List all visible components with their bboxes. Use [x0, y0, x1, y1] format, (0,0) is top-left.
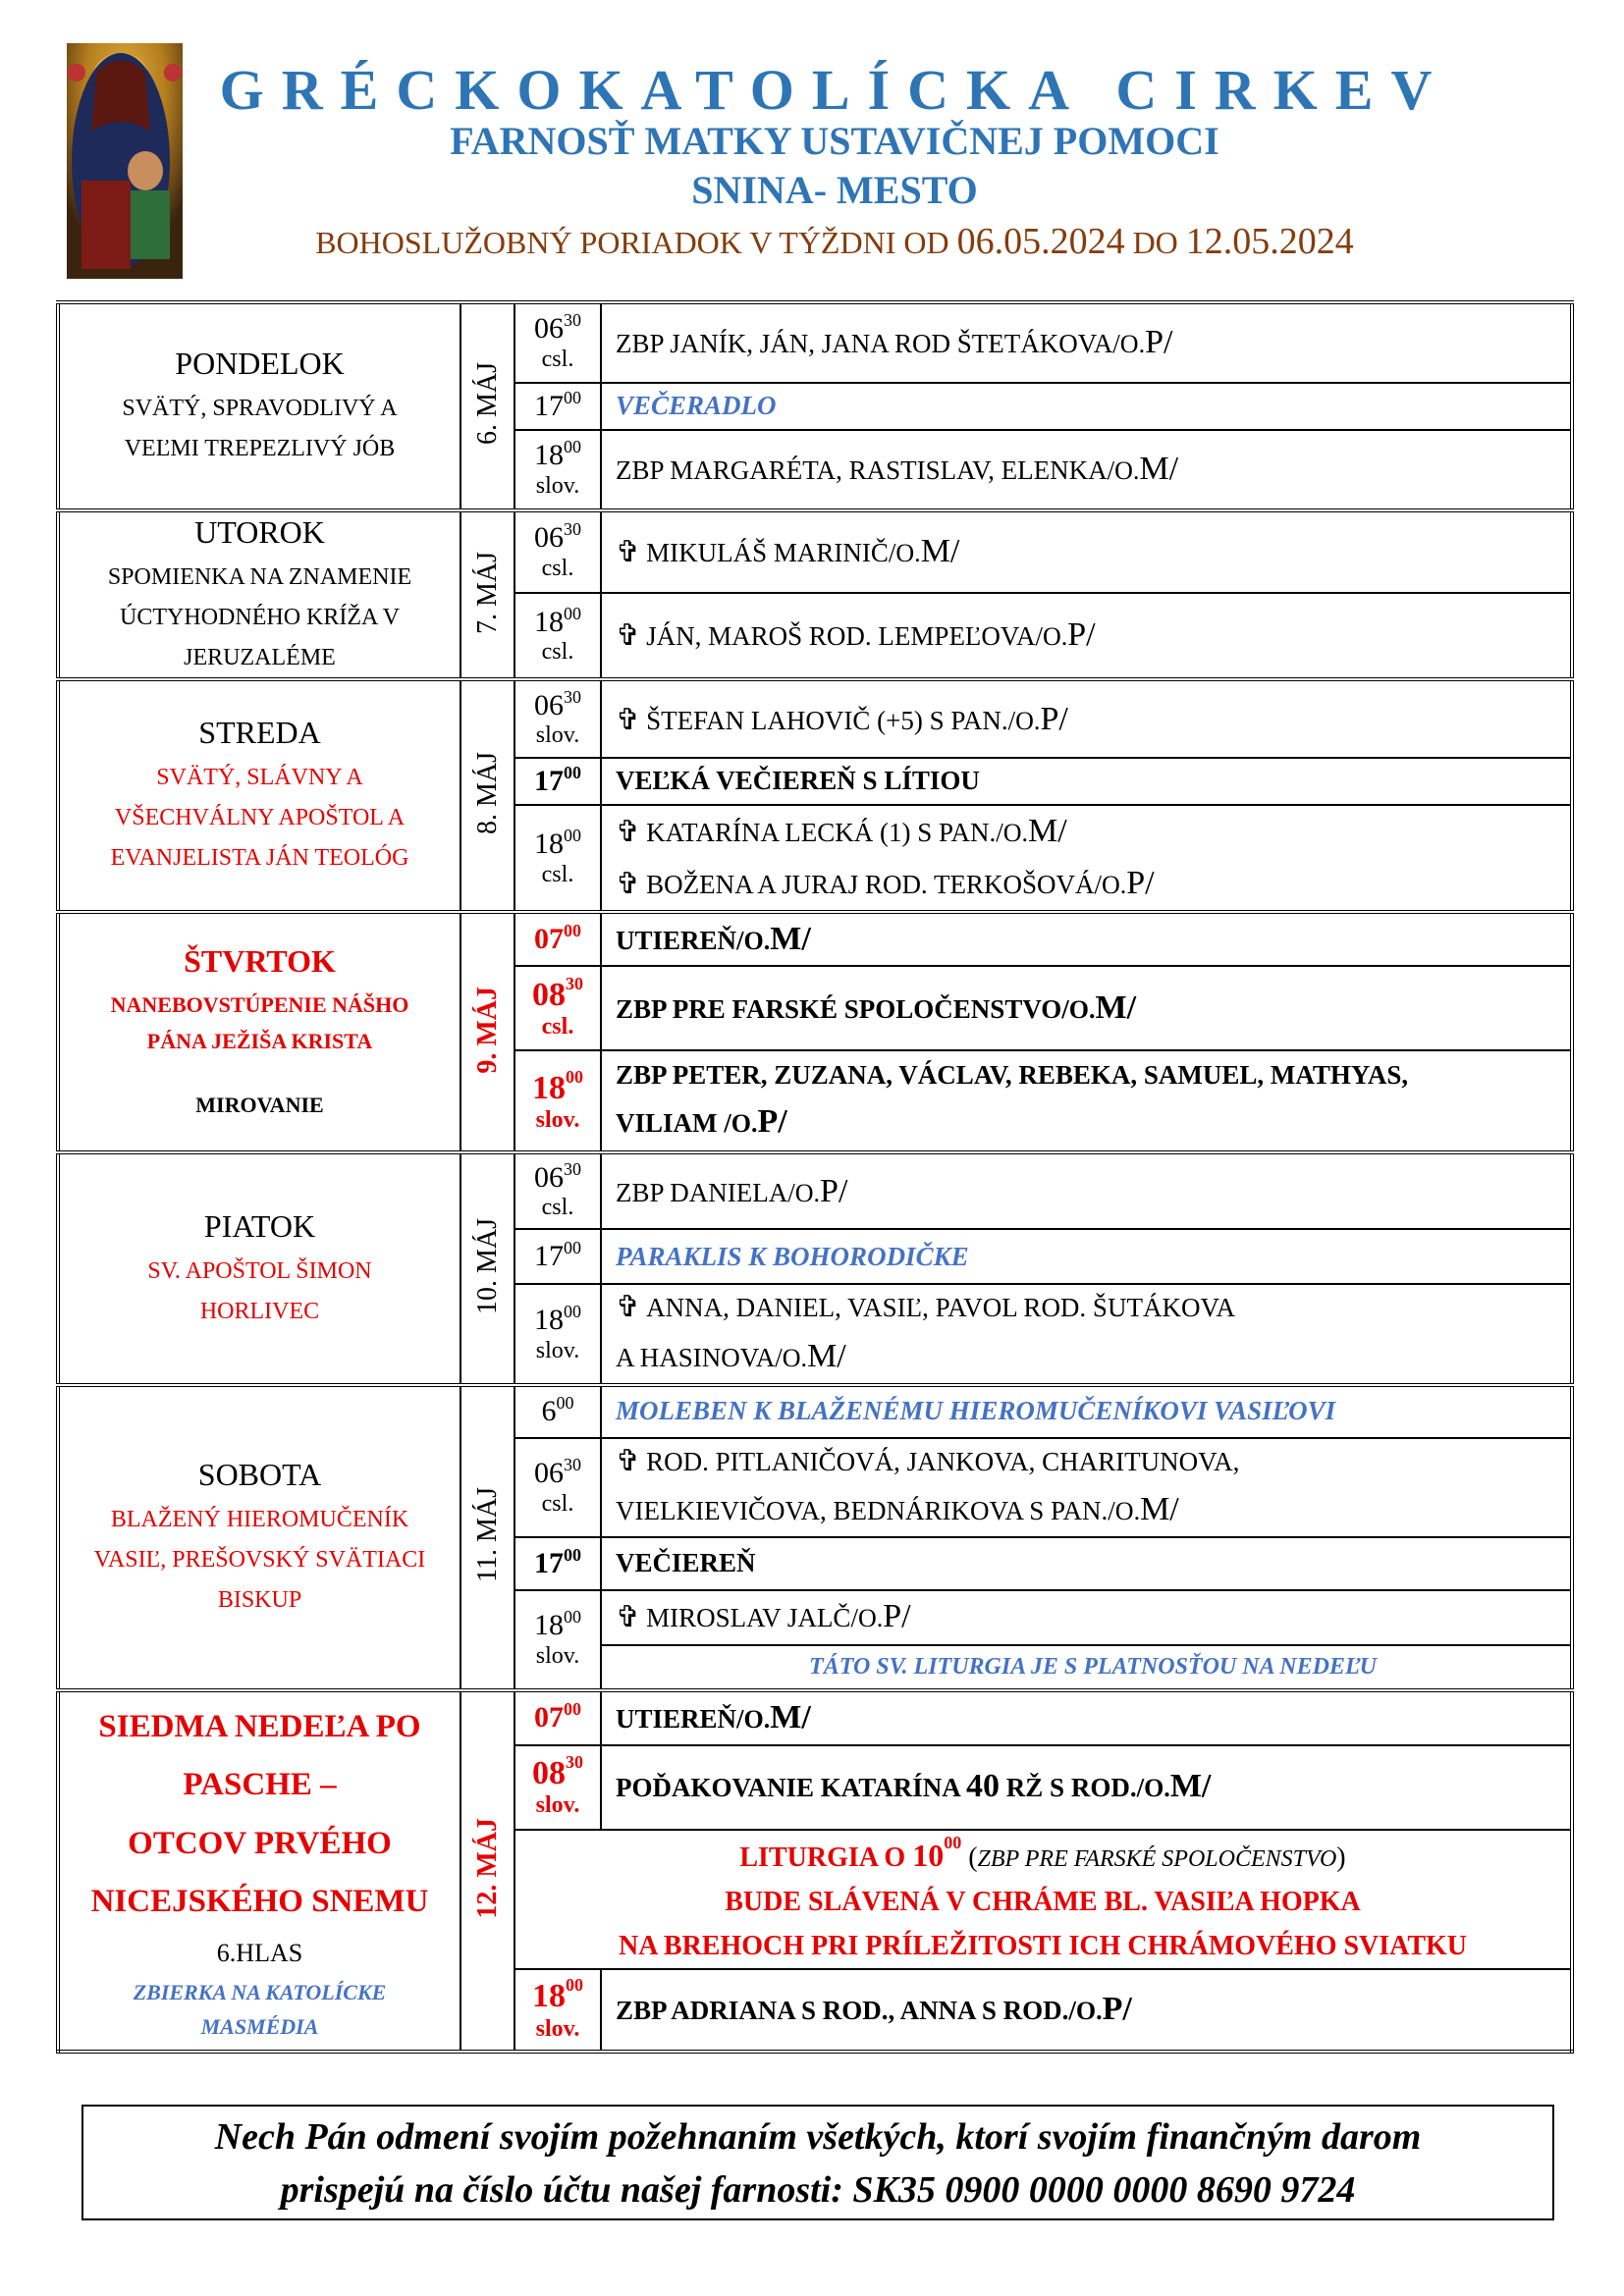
intention-cell: ✞ MIKULÁŠ MARINIČ/O.M/: [601, 510, 1572, 593]
schedule-table: [56, 300, 1574, 2054]
time-cell: $18^{00}$ slov.: [514, 1590, 601, 1690]
table-row: [58, 679, 1572, 758]
time-cell: $06^{30}$ csl.: [514, 510, 601, 593]
cross-icon: ✞: [616, 1444, 641, 1477]
intention-cell: PARAKLIS K BOHORODIČKE: [601, 1229, 1572, 1284]
date-cell: 11. MÁJ: [460, 1385, 514, 1690]
footer-line-2: prispejú na číslo účtu našej farnosti: SK35 0900 0000 0000 8690 9724: [280, 2169, 1356, 2211]
intention-cell: VEČIEREŇ: [601, 1537, 1572, 1590]
date-cell: 10. MÁJ: [460, 1152, 514, 1384]
day-cell-tuesday: UTOROK SPOMIENKA NA ZNAMENIE ÚCTYHODNÉHO KRÍŽA V JERUZALÉME: [58, 510, 460, 679]
intention-cell: ✞ MIROSLAV JALČ/O.P/: [601, 1590, 1572, 1645]
intention-cell: ZBP PRE FARSKÉ SPOLOČENSTVO/O.M/: [601, 966, 1572, 1050]
table-row: [58, 1152, 1572, 1229]
intention-cell: ✞ KATARÍNA LECKÁ (1) S PAN./O.M/ ✞ BOŽENA A JURAJ ROD. TERKOŠOVÁ/O.P/: [601, 805, 1572, 911]
cross-icon: ✞: [616, 868, 641, 901]
date-cell: 12. MÁJ: [460, 1690, 514, 2052]
table-row: [58, 510, 1572, 593]
cross-icon: ✞: [616, 619, 641, 653]
intention-cell: VEČERADLO: [601, 383, 1572, 430]
liturgy-note: TÁTO SV. LITURGIA JE S PLATNOSŤOU NA NEDEĽU: [601, 1645, 1572, 1690]
theotokos-icon: [67, 43, 183, 279]
time-cell: $17^{00}$: [514, 1537, 601, 1590]
intention-cell: UTIEREŇ/O.M/: [601, 1690, 1572, 1745]
intention-cell: ZBP DANIELA/O.P/: [601, 1152, 1572, 1229]
cross-icon: ✞: [616, 816, 641, 849]
time-cell: $06^{30}$ csl.: [514, 1438, 601, 1537]
time-cell: $18^{00}$ slov.: [514, 1969, 601, 2052]
time-cell: $18^{00}$ csl.: [514, 593, 601, 679]
intention-cell: ZBP PETER, ZUZANA, VÁCLAV, REBEKA, SAMUEL, MATHYAS, VILIAM /O.P/: [601, 1050, 1572, 1152]
intention-cell: ZBP JANÍK, JÁN, JANA ROD ŠTETÁKOVA/O.P/: [601, 302, 1572, 383]
date-to: 12.05.2024: [1185, 221, 1354, 262]
time-cell: $18^{00}$ slov.: [514, 430, 601, 510]
schedule-subtitle: BOHOSLUŽOBNÝ PORIADOK V TÝŽDNI OD 06.05.2024 DO 12.05.2024: [315, 221, 1354, 262]
time-cell: $08^{30}$ slov.: [514, 1745, 601, 1830]
time-cell: $6^{00}$: [514, 1385, 601, 1438]
time-cell: $17^{00}$: [514, 1229, 601, 1284]
time-cell: $07^{00}$: [514, 1690, 601, 1745]
date-cell: 8. MÁJ: [460, 679, 514, 911]
town-title: SNINA- MESTO: [691, 168, 978, 212]
time-cell: $18^{00}$ csl.: [514, 805, 601, 911]
time-cell: $06^{30}$ csl.: [514, 302, 601, 383]
intention-cell: ✞ ŠTEFAN LAHOVIČ (+5) S PAN./O.P/: [601, 679, 1572, 758]
table-row: [58, 1385, 1572, 1438]
date-cell: 6. MÁJ: [460, 302, 514, 510]
intention-cell: ✞ JÁN, MAROŠ ROD. LEMPEĽOVA/O.P/: [601, 593, 1572, 679]
time-cell: $06^{30}$ slov.: [514, 679, 601, 758]
day-cell-wednesday: STREDA SVÄTÝ, SLÁVNY A VŠECHVÁLNY APOŠTOL A EVANJELISTA JÁN TEOLÓG: [58, 679, 460, 911]
time-cell: $17^{00}$: [514, 383, 601, 430]
donation-footer: [81, 2105, 1554, 2220]
cross-icon: ✞: [616, 1601, 641, 1634]
table-row: [58, 912, 1572, 967]
intention-cell: ZBP ADRIANA S ROD., ANNA S ROD./O.P/: [601, 1969, 1572, 2052]
church-title: GRÉCKOKATOLÍCKA CIRKEV: [219, 58, 1450, 122]
day-cell-saturday: SOBOTA BLAŽENÝ HIEROMUČENÍK VASIĽ, PREŠOVSKÝ SVÄTIACI BISKUP: [58, 1385, 460, 1690]
intention-cell: ZBP MARGARÉTA, RASTISLAV, ELENKA/O.M/: [601, 430, 1572, 510]
cross-icon: ✞: [616, 1291, 641, 1324]
day-cell-monday: PONDELOK SVÄTÝ, SPRAVODLIVÝ A VEĽMI TREPEZLIVÝ JÓB: [58, 302, 460, 510]
table-row: [58, 302, 1572, 383]
intention-cell: UTIEREŇ/O.M/: [601, 912, 1572, 967]
intention-cell: ✞ ANNA, DANIEL, VASIĽ, PAVOL ROD. ŠUTÁKOVA A HASINOVA/O.M/: [601, 1284, 1572, 1384]
liturgy-announcement: LITURGIA O $10^{00}$ (ZBP PRE FARSKÉ SPOLOČENSTVO) BUDE SLÁVENÁ V CHRÁME BL. VASIĽA HOPKA NA BREHOCH PRI PRÍLEŽITOSTI ICH CHRÁMOVÉHO SVIATKU: [514, 1830, 1572, 1970]
time-cell: $18^{00}$ slov.: [514, 1050, 601, 1152]
day-cell-friday: PIATOK SV. APOŠTOL ŠIMON HORLIVEC: [58, 1152, 460, 1384]
time-cell: $07^{00}$: [514, 912, 601, 967]
cross-icon: ✞: [616, 703, 641, 736]
date-cell: 7. MÁJ: [460, 510, 514, 679]
date-cell: 9. MÁJ: [460, 912, 514, 1153]
intention-cell: ✞ ROD. PITLANIČOVÁ, JANKOVA, CHARITUNOVA, VIELKIEVIČOVA, BEDNÁRIKOVA S PAN./O.M/: [601, 1438, 1572, 1537]
intention-cell: POĎAKOVANIE KATARÍNA 40 RŽ S ROD./O.M/: [601, 1745, 1572, 1830]
time-cell: $18^{00}$ slov.: [514, 1284, 601, 1384]
date-from: 06.05.2024: [956, 221, 1125, 262]
time-cell: $06^{30}$ csl.: [514, 1152, 601, 1229]
day-cell-sunday: SIEDMA NEDEĽA PO PASCHE – OTCOV PRVÉHO NICEJSKÉHO SNEMU 6.HLAS ZBIERKA NA KATOLÍCKE MASMÉDIA: [58, 1690, 460, 2052]
day-cell-thursday: ŠTVRTOK NANEBOVSTÚPENIE NÁŠHO PÁNA JEŽIŠA KRISTA MIROVANIE: [58, 912, 460, 1153]
intention-cell: VEĽKÁ VEČIEREŇ S LÍTIOU: [601, 758, 1572, 805]
time-cell: $17^{00}$: [514, 758, 601, 805]
cross-icon: ✞: [616, 536, 641, 569]
parish-title: FARNOSŤ MATKY USTAVIČNEJ POMOCI: [450, 119, 1219, 163]
footer-line-1: Nech Pán odmení svojím požehnaním všetkých, ktorí svojím finančným darom: [214, 2116, 1422, 2158]
table-row: [58, 1690, 1572, 1745]
time-cell: $08^{30}$ csl.: [514, 966, 601, 1050]
intention-cell: MOLEBEN K BLAŽENÉMU HIEROMUČENÍKOVI VASIĽOVI: [601, 1385, 1572, 1438]
